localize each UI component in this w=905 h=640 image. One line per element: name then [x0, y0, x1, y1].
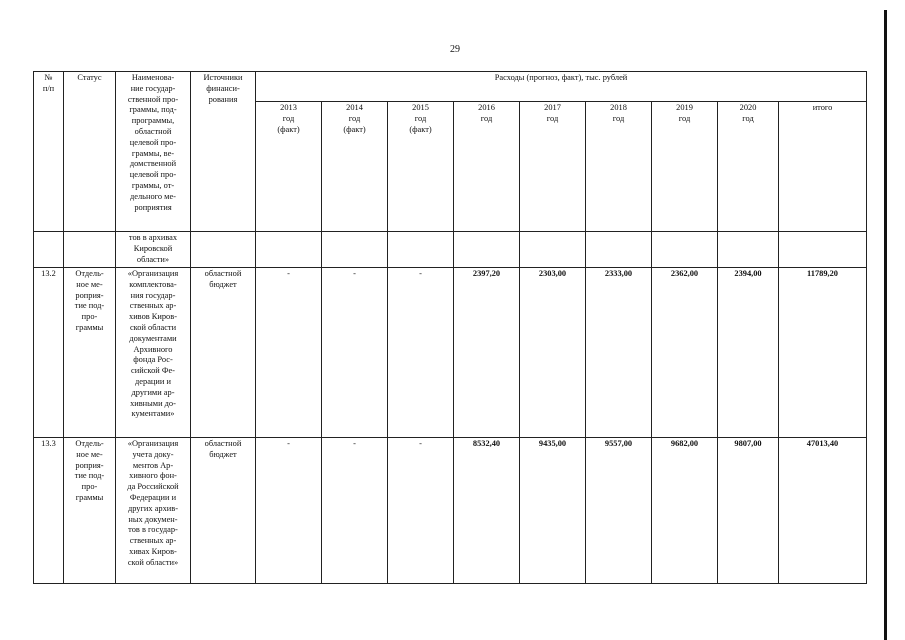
header-total: итого: [779, 102, 867, 232]
header-year-2020: 2020 год: [718, 102, 779, 232]
header-year-2017: 2017 год: [520, 102, 586, 232]
value-2019: 2362,00: [652, 268, 718, 438]
header-year-2013: 2013 год (факт): [256, 102, 322, 232]
value-2013: -: [256, 438, 322, 584]
value-2018: 2333,00: [586, 268, 652, 438]
expenses-table: [33, 71, 867, 584]
row-num: 13.3: [34, 438, 64, 584]
row-status: Отдель- ное ме- роприя- тие под- про- граммы: [64, 268, 116, 438]
page-number: 29: [450, 44, 460, 55]
header-expenses: Расходы (прогноз, факт), тыс. рублей: [256, 72, 867, 102]
scan-edge-bar: [884, 10, 887, 640]
value-2017: 2303,00: [520, 268, 586, 438]
value-2020: 2394,00: [718, 268, 779, 438]
value-2019: 9682,00: [652, 438, 718, 584]
header-source: Источники финанси- рования: [191, 72, 256, 232]
header-name: Наименова- ние государ- ственной про- граммы, под- программы, областной целевой про- граммы, ве- домственной целевой про- граммы, от- дельного ме- роприятия: [116, 72, 191, 232]
header-year-2014: 2014 год (факт): [322, 102, 388, 232]
table-row: [34, 268, 867, 438]
row-num: 13.2: [34, 268, 64, 438]
row-source: областной бюджет: [191, 268, 256, 438]
value-2015: -: [388, 438, 454, 584]
header-year-2019: 2019 год: [652, 102, 718, 232]
continuation-name: тов в архивах Кировской области»: [116, 232, 191, 268]
value-2015: -: [388, 268, 454, 438]
header-year-2015: 2015 год (факт): [388, 102, 454, 232]
value-2016: 2397,20: [454, 268, 520, 438]
value-2014: -: [322, 268, 388, 438]
value-2016: 8532,40: [454, 438, 520, 584]
value-2020: 9807,00: [718, 438, 779, 584]
value-2014: -: [322, 438, 388, 584]
value-total: 47013,40: [779, 438, 867, 584]
header-row-1: [34, 72, 867, 102]
row-name: «Организация комплектова- ния государ- ственных ар- хивов Киров- ской области документами Архивного фонда Рос- сийской Фе- дерации и другими ар- хивными до- кументами»: [116, 268, 191, 438]
row-source: областной бюджет: [191, 438, 256, 584]
header-status: Статус: [64, 72, 116, 232]
row-name: «Организация учета доку- ментов Ар- хивного фон- да Российской Федерации и других архив- ных докумен- тов в государ- ственных ар- хивах Киров- ской области»: [116, 438, 191, 584]
continuation-row: [34, 232, 867, 268]
header-year-2018: 2018 год: [586, 102, 652, 232]
value-2017: 9435,00: [520, 438, 586, 584]
value-total: 11789,20: [779, 268, 867, 438]
value-2013: -: [256, 268, 322, 438]
table-row: [34, 438, 867, 584]
header-num: № п/п: [34, 72, 64, 232]
row-status: Отдель- ное ме- роприя- тие под- про- граммы: [64, 438, 116, 584]
header-year-2016: 2016 год: [454, 102, 520, 232]
value-2018: 9557,00: [586, 438, 652, 584]
